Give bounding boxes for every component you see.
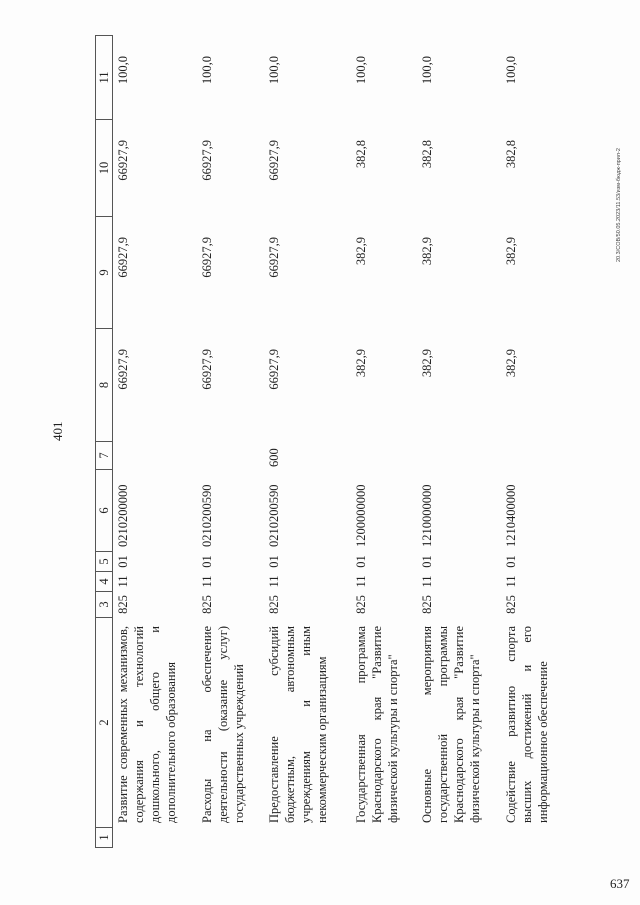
row-cell-col7 [501,442,575,470]
row-name: Предоставление субсидий бюджетным, автономным учреждениям и иным некоммерческим организациям [267,626,329,823]
row-cell-col6: 1200000000 [354,484,368,547]
row-cell-col8: 382,9 [504,349,518,378]
row-cell-col3: 825 [354,595,368,614]
row-cell-col10: 382,8 [420,140,434,169]
row-cell-col8: 66927,9 [267,349,281,390]
header-cell: 2 [96,618,113,828]
row-cell-col6: 0210200590 [200,484,214,547]
row-cell-col11: 100,0 [116,56,130,85]
row-cell-col10: 66927,9 [116,140,130,181]
row-cell-col10: 66927,9 [200,140,214,181]
row-name: Расходы на обеспечение деятельности (оказание услуг) государственных учреждений [200,626,246,823]
row-cell-col4: 11 [354,575,368,588]
row-cell-col10: 382,8 [504,140,518,169]
row-cell-col9: 66927,9 [200,237,214,278]
row-cell-col11: 100,0 [200,56,214,85]
row-cell-col9: 66927,9 [116,237,130,278]
row-cell-col8: 382,9 [420,349,434,378]
header-cell: 11 [96,36,113,120]
row-name: Основные мероприятия государственной программы Краснодарского края "Развитие физической культуры и спорта" [420,626,482,823]
header-cell: 10 [96,120,113,217]
row-cell-col5: 01 [116,555,130,568]
row-cell-col5: 01 [420,555,434,568]
row-cell-col7 [113,442,198,470]
row-cell-col4: 11 [116,575,130,588]
header-cell: 4 [96,572,113,592]
table-row [417,36,501,848]
row-cell-col1 [351,828,417,848]
row-cell-col9: 382,9 [504,237,518,266]
header-cell: 1 [96,828,113,848]
header-cell: 5 [96,552,113,572]
row-cell-col5: 01 [504,555,518,568]
row-name: Содействие развитию спорта высших достижений и его информационное обеспечение [504,626,550,823]
row-cell-col6: 1210000000 [420,484,434,547]
row-cell-col4: 11 [504,575,518,588]
row-cell-col7: 600 [267,448,281,467]
row-cell-col5: 01 [354,555,368,568]
row-cell-col4: 11 [420,575,434,588]
header-cell: 9 [96,217,113,329]
row-cell-col7 [197,442,264,470]
row-cell-col11: 100,0 [354,56,368,85]
row-cell-col7 [417,442,501,470]
page-number-top: 401 [50,421,65,441]
row-cell-col1 [417,828,501,848]
header-cell: 3 [96,592,113,618]
header-cell: 7 [96,442,113,470]
row-cell-col8: 66927,9 [116,349,130,390]
row-cell-col4: 11 [267,575,281,588]
row-cell-col11: 100,0 [267,56,281,85]
row-cell-col9: 382,9 [354,237,368,266]
row-name: Развитие современных механизмов, содержания и технологий дошкольного, общего и дополнительного образования [116,626,178,823]
row-cell-col9: 382,9 [420,237,434,266]
page-number-bottom: 637 [610,876,630,891]
row-cell-col3: 825 [116,595,130,614]
budget-table [95,35,575,848]
row-cell-col7 [351,442,417,470]
row-cell-col4: 11 [200,575,214,588]
row-cell-col3: 825 [200,595,214,614]
row-cell-col11: 100,0 [504,56,518,85]
row-cell-col3: 825 [504,595,518,614]
row-cell-col5: 01 [267,555,281,568]
table-row [501,36,575,848]
header-cell: 8 [96,329,113,442]
row-name: Государственная программа Краснодарского края "Развитие физической культуры и спорта" [354,626,400,823]
row-cell-col1 [264,828,351,848]
table-row [264,36,351,848]
row-cell-col11: 100,0 [420,56,434,85]
row-cell-col3: 825 [267,595,281,614]
row-cell-col8: 382,9 [354,349,368,378]
row-cell-col1 [197,828,264,848]
header-cell: 6 [96,470,113,552]
row-cell-col9: 66927,9 [267,237,281,278]
footer-document-code: 20.3/COB/50.05.2023/11.53/изм-бюдж-прил-2 [616,148,622,262]
table-row [351,36,417,848]
row-cell-col10: 66927,9 [267,140,281,181]
row-cell-col1 [501,828,575,848]
row-cell-col10: 382,8 [354,140,368,169]
table-row [197,36,264,848]
row-cell-col6: 0210200590 [267,484,281,547]
rotated-budget-table-page [95,36,620,848]
row-cell-col6: 0210200000 [116,484,130,547]
row-cell-col1 [113,828,198,848]
table-header-row [96,36,113,848]
row-cell-col6: 1210400000 [504,484,518,547]
table-row [113,36,198,848]
row-cell-col5: 01 [200,555,214,568]
row-cell-col8: 66927,9 [200,349,214,390]
row-cell-col3: 825 [420,595,434,614]
